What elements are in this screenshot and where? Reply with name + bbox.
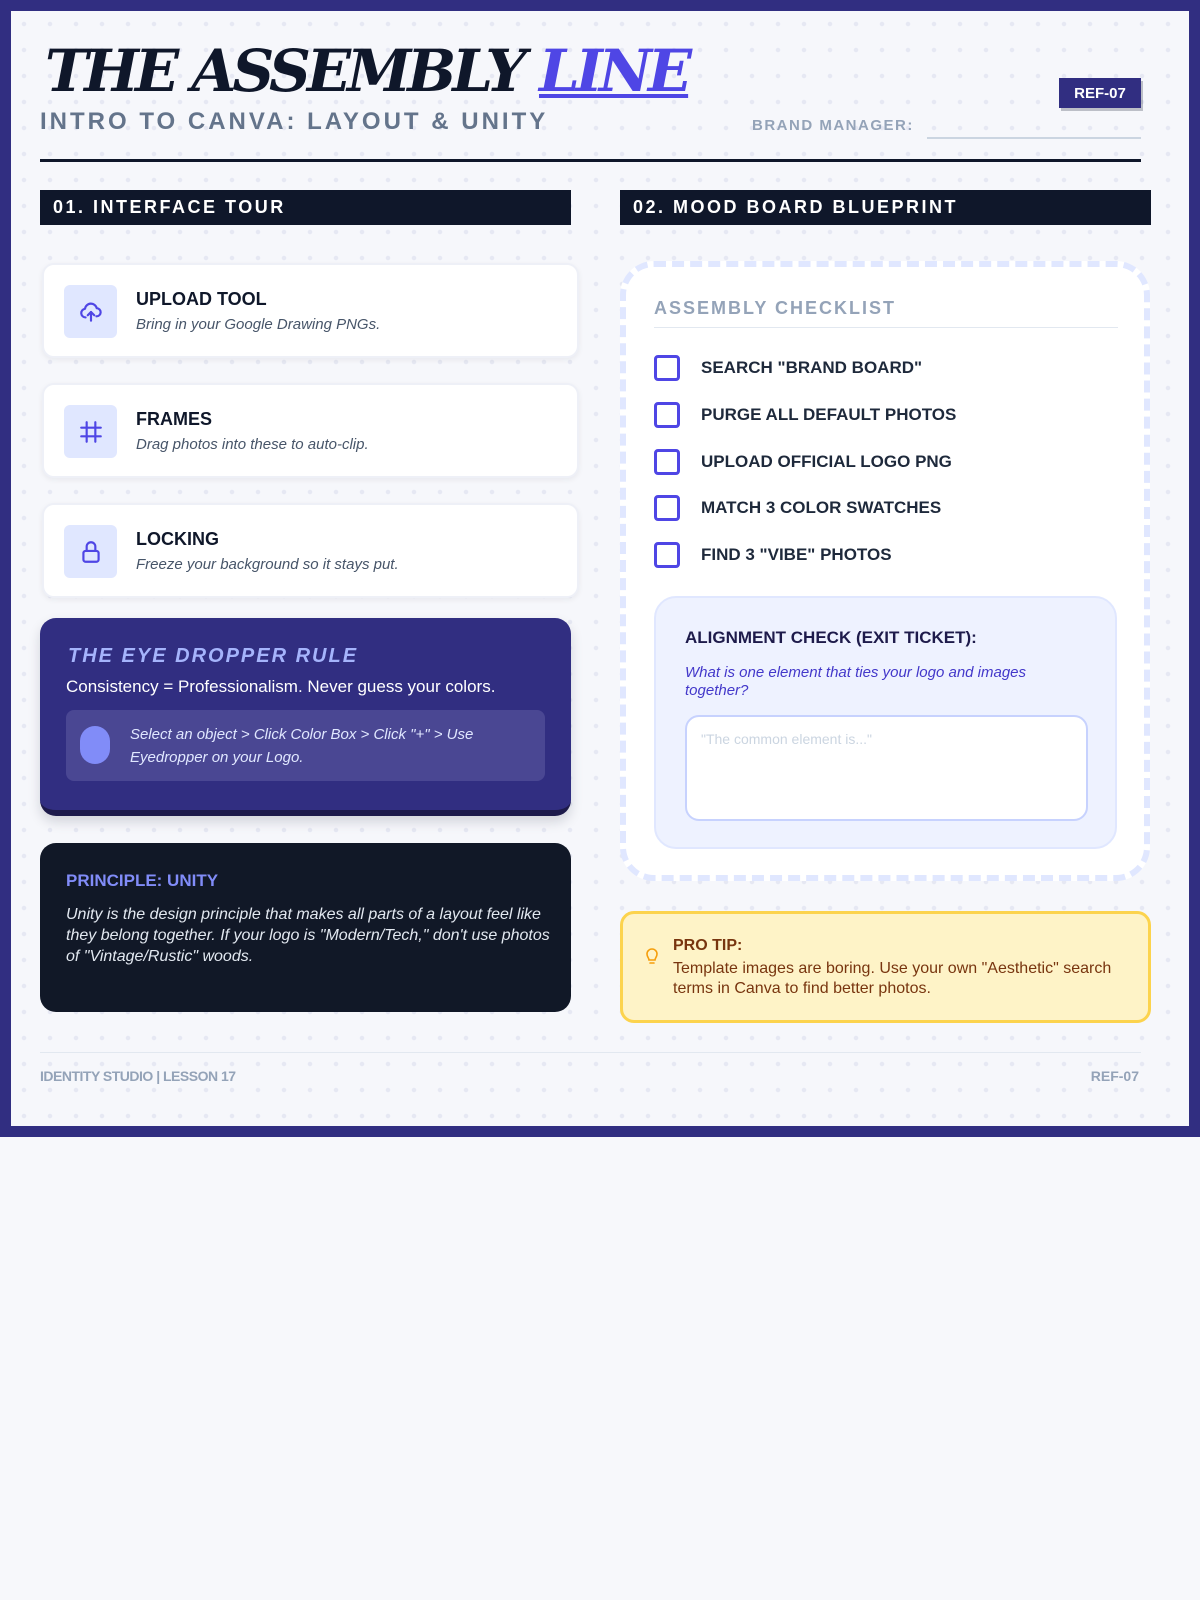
ref-badge: REF-07 (1059, 78, 1141, 108)
footer-lesson: IDENTITY STUDIO | LESSON 17 (40, 1068, 236, 1084)
footer-divider (40, 1052, 1141, 1053)
eye-dropper-steps: Select an object > Click Color Box > Click "+" > Use Eyedropper on your Logo. (130, 726, 474, 766)
pro-tip-box (620, 911, 1151, 1023)
checkbox[interactable] (654, 449, 680, 475)
checklist-item (654, 355, 922, 381)
alignment-check-title: ALIGNMENT CHECK (EXIT TICKET): (685, 628, 977, 647)
tool-card-locking (42, 503, 579, 598)
checklist-item (654, 542, 892, 568)
title-accent: LINE (538, 37, 689, 105)
tool-description: Freeze your background so it stays put. (136, 556, 399, 573)
checklist-item (654, 449, 952, 475)
tool-title: UPLOAD TOOL (136, 289, 267, 309)
pro-tip-title: PRO TIP: (673, 937, 743, 954)
checklist-label: SEARCH "BRAND BOARD" (701, 358, 923, 377)
checkbox[interactable] (654, 355, 680, 381)
checklist-item (654, 402, 956, 428)
mood-board-heading: 02. MOOD BOARD BLUEPRINT (620, 190, 1151, 225)
title-main: THE ASSEMBLY (45, 37, 523, 105)
checklist-label: PURGE ALL DEFAULT PHOTOS (701, 405, 957, 424)
brand-manager-field[interactable] (927, 137, 1141, 139)
tool-description: Drag photos into these to auto-clip. (136, 436, 369, 453)
page-title (45, 37, 689, 105)
cloud-upload-icon (64, 285, 117, 338)
tool-card-upload (42, 263, 579, 358)
color-swatch-icon (80, 726, 110, 764)
pro-tip-text: Template images are boring. Use your own "Aesthetic" search terms in Canva to find better photos. (673, 960, 1112, 997)
tool-title: FRAMES (136, 409, 212, 429)
checkbox[interactable] (654, 495, 680, 521)
checkbox[interactable] (654, 542, 680, 568)
principle-card (40, 843, 571, 1012)
checklist-label: UPLOAD OFFICIAL LOGO PNG (701, 452, 952, 471)
alignment-check-question: What is one element that ties your logo and images together? (685, 664, 1027, 699)
checklist-title: ASSEMBLY CHECKLIST (654, 298, 897, 318)
brand-manager-label: BRAND MANAGER: (752, 117, 914, 134)
tool-card-frames (42, 383, 579, 478)
principle-text: Unity is the design principle that makes all parts of a layout feel like they belong together. If your logo is "Modern/Tech," don't use photos of "Vintage/Rustic" woods. (66, 906, 550, 965)
checklist-label: MATCH 3 COLOR SWATCHES (701, 498, 942, 517)
header-divider (40, 159, 1141, 162)
checkbox[interactable] (654, 402, 680, 428)
checklist-item (654, 495, 941, 521)
page-subtitle: INTRO TO CANVA: LAYOUT & UNITY (40, 108, 549, 135)
eye-dropper-title: THE EYE DROPPER RULE (68, 645, 359, 667)
eye-dropper-text: Consistency = Professionalism. Never guess your colors. (66, 677, 496, 696)
lock-icon (64, 525, 117, 578)
alignment-check-box (654, 596, 1117, 849)
tool-title: LOCKING (136, 529, 219, 549)
principle-title: PRINCIPLE: UNITY (66, 871, 219, 890)
exit-ticket-input[interactable] (685, 715, 1088, 821)
checklist-label: FIND 3 "VIBE" PHOTOS (701, 545, 892, 564)
footer-ref: REF-07 (1090, 1068, 1139, 1084)
eye-dropper-card (40, 618, 571, 816)
tool-description: Bring in your Google Drawing PNGs. (136, 316, 381, 333)
lightbulb-icon (645, 948, 659, 971)
frame-grid-icon (64, 405, 117, 458)
interface-tour-heading: 01. INTERFACE TOUR (40, 190, 571, 225)
checklist-divider (654, 327, 1118, 328)
eye-dropper-steps-box (66, 710, 545, 781)
